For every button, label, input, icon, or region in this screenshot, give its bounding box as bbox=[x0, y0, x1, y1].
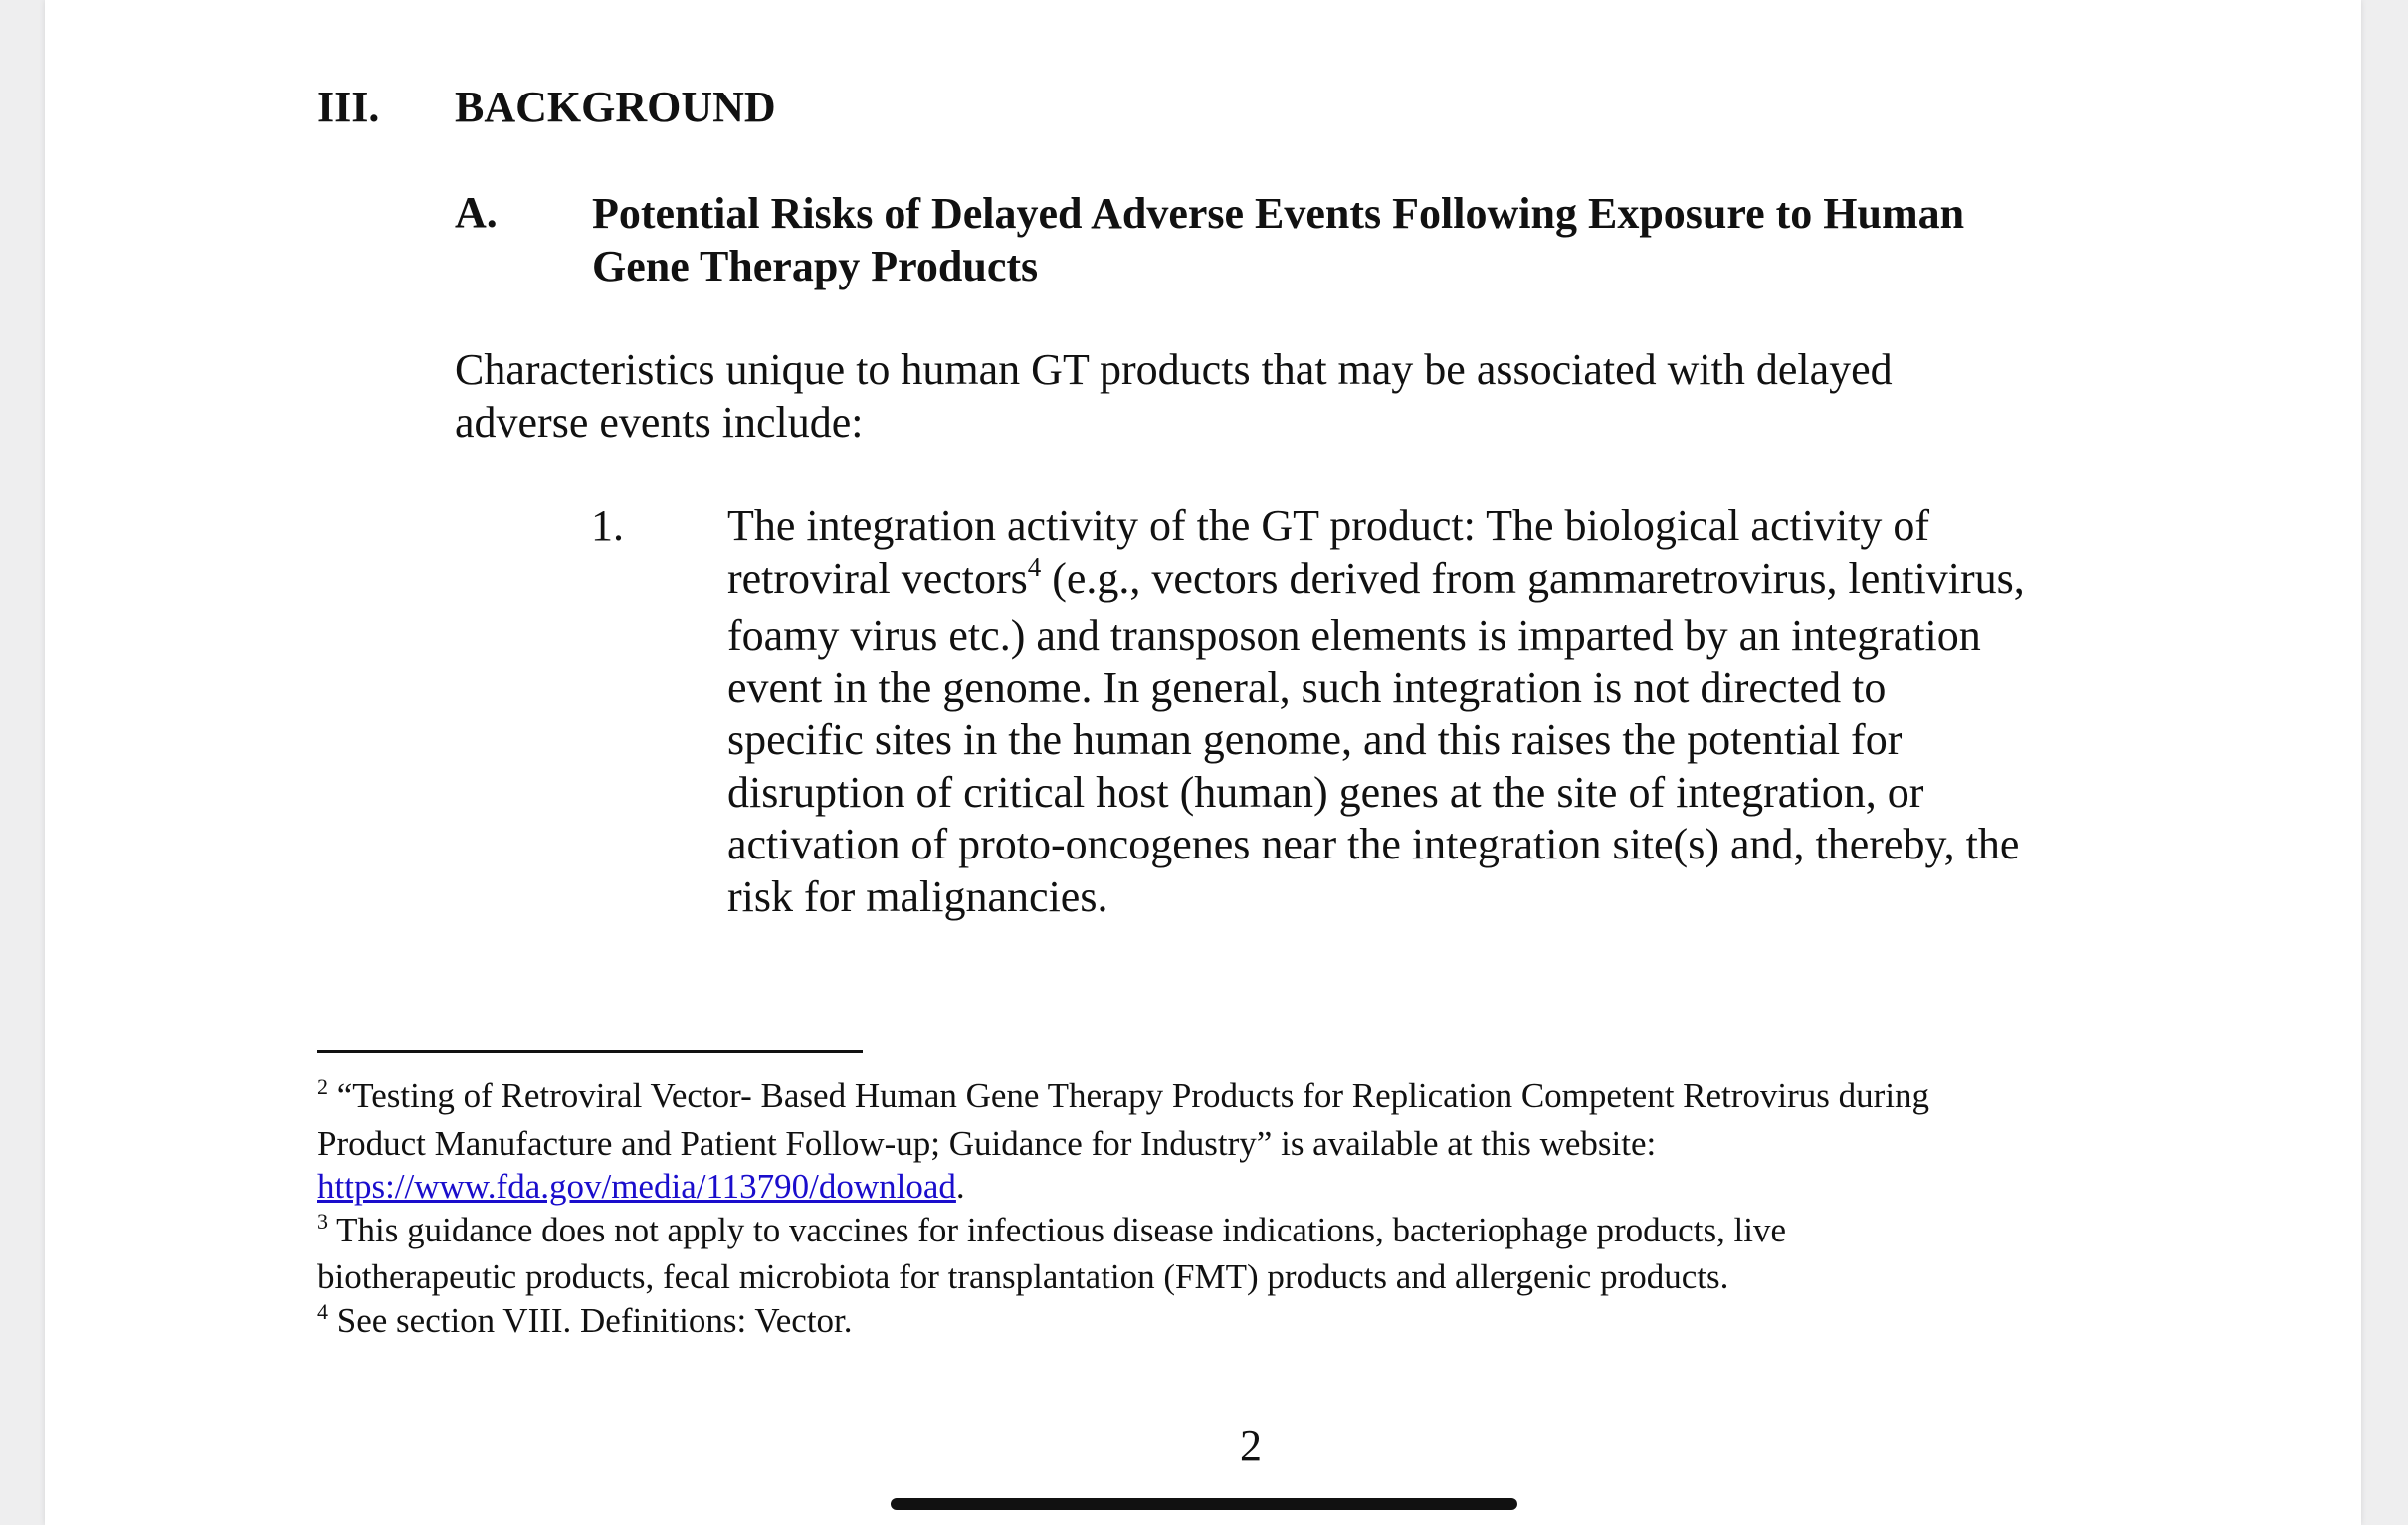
footnote-3-line bbox=[317, 1209, 1929, 1256]
footnote-2-line bbox=[317, 1074, 1929, 1122]
list-line-text: retroviral vectors bbox=[727, 553, 1028, 603]
fda-download-link[interactable]: https://www.fda.gov/media/113790/download bbox=[317, 1167, 956, 1206]
footnote-mark: 2 bbox=[317, 1074, 328, 1099]
footnote-text: “Testing of Retroviral Vector- Based Human Gene Therapy Products for Replication Competent Retrovirus during bbox=[328, 1076, 1930, 1115]
list-item-text bbox=[727, 500, 2025, 923]
list-line: specific sites in the human genome, and this raises the potential for bbox=[727, 715, 1903, 764]
home-indicator-bar[interactable] bbox=[891, 1498, 1517, 1510]
footnote-2-line bbox=[317, 1165, 1929, 1209]
subsection-letter: A. bbox=[455, 188, 498, 237]
footnote-separator bbox=[317, 1050, 863, 1053]
footnote-reference[interactable]: 4 bbox=[1027, 551, 1042, 582]
list-line: foamy virus etc.) and transposon elements is imparted by an integration bbox=[727, 611, 1981, 660]
list-line bbox=[727, 553, 2025, 611]
list-item-number: 1. bbox=[591, 501, 624, 550]
section-title: BACKGROUND bbox=[455, 83, 776, 131]
list-line: event in the genome. In general, such integration is not directed to bbox=[727, 663, 1887, 712]
footnote-text: This guidance does not apply to vaccines for infectious disease indications, bacteriophage products, live bbox=[328, 1210, 1787, 1249]
subsection-title-line: Gene Therapy Products bbox=[592, 242, 1039, 290]
list-line: disruption of critical host (human) genes at the site of integration, or bbox=[727, 767, 1924, 817]
page-number: 2 bbox=[1240, 1422, 1262, 1470]
list-line: The integration activity of the GT product: The biological activity of bbox=[727, 501, 1930, 550]
list-line: risk for malignancies. bbox=[727, 871, 1108, 921]
footnotes bbox=[317, 1074, 1929, 1346]
paragraph-line: Characteristics unique to human GT products that may be associated with delayed bbox=[455, 345, 1893, 394]
intro-paragraph bbox=[455, 343, 1893, 449]
footnote-mark: 3 bbox=[317, 1208, 328, 1234]
footnote-mark: 4 bbox=[317, 1298, 328, 1324]
footnote-3-line: biotherapeutic products, fecal microbiota for transplantation (FMT) products and allergenic products. bbox=[317, 1257, 1729, 1296]
footnote-text: See section VIII. Definitions: Vector. bbox=[328, 1300, 853, 1340]
list-line: activation of proto-oncogenes near the integration site(s) and, thereby, the bbox=[727, 820, 2020, 868]
footnote-4-line bbox=[317, 1299, 1929, 1347]
document-page bbox=[45, 0, 2361, 1525]
section-number: III. bbox=[317, 83, 380, 131]
footnote-text: . bbox=[955, 1167, 965, 1206]
list-line-text: (e.g., vectors derived from gammaretrovirus, lentivirus, bbox=[1041, 553, 2025, 603]
paragraph-line: adverse events include: bbox=[455, 398, 864, 447]
subsection-title bbox=[592, 187, 1964, 292]
footnote-2-line: Product Manufacture and Patient Follow-up; Guidance for Industry” is available at this website: bbox=[317, 1123, 1657, 1163]
subsection-title-line: Potential Risks of Delayed Adverse Events Following Exposure to Human bbox=[592, 189, 1965, 238]
